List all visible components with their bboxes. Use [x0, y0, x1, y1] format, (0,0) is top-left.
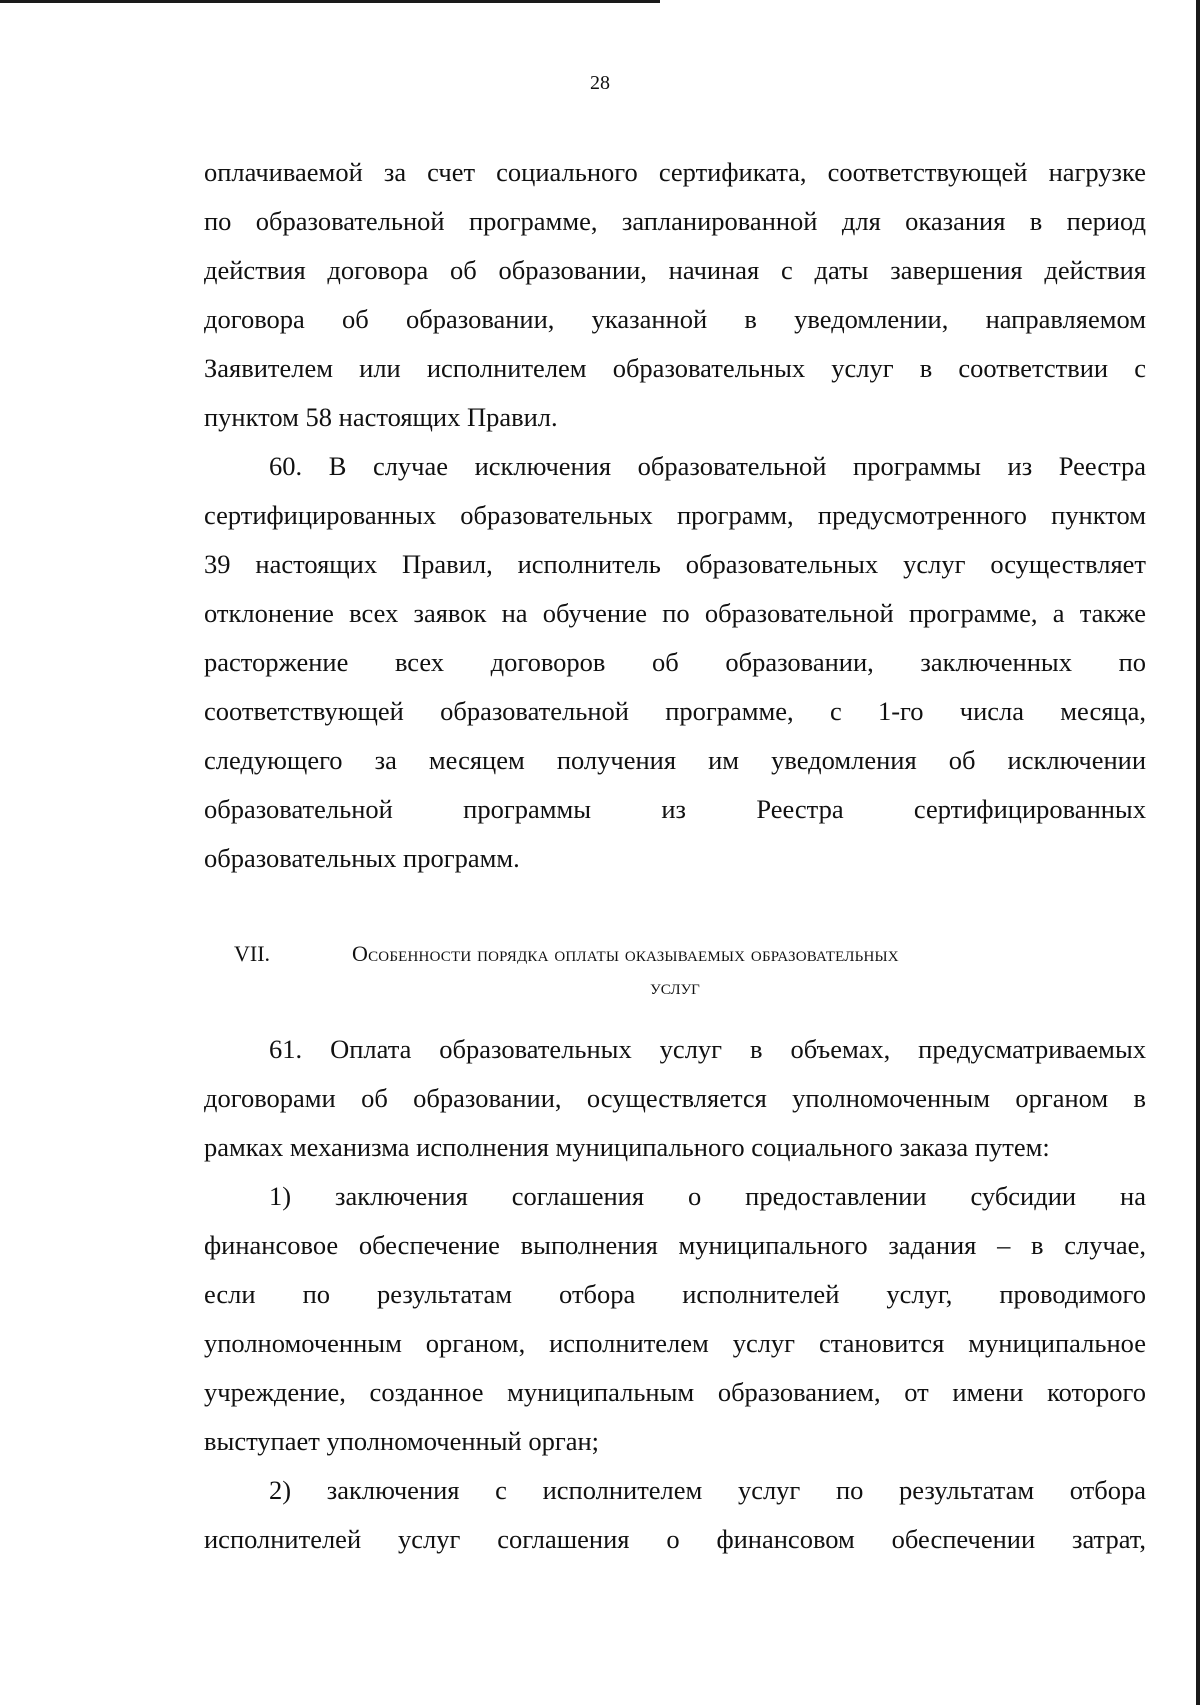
text-line: выступает уполномоченный орган;: [204, 1426, 600, 1456]
text-line: 39 настоящих Правил, исполнитель образовательных услуг осуществляет: [204, 549, 1146, 579]
text-line: образовательных программ.: [204, 843, 520, 873]
text-line: образовательной программы из Реестра сертифицированных: [204, 794, 1146, 824]
paragraph-61-start: 61. Оплата образовательных услуг в объемах, предусматриваемых: [269, 1034, 1146, 1064]
text-line: исполнителей услуг соглашения о финансовом обеспечении затрат,: [204, 1524, 1146, 1554]
page-number: 28: [590, 72, 610, 94]
text-line: уполномоченным органом, исполнителем услуг становится муниципальное: [204, 1328, 1146, 1358]
section-title-line-1: Особенности порядка оплаты оказываемых образовательных: [352, 941, 899, 966]
text-line: договорами об образовании, осуществляется уполномоченным органом в: [204, 1083, 1146, 1113]
paragraph-block-2: [204, 1025, 1146, 1564]
scan-edge-right: [1196, 0, 1200, 1705]
paragraph-block-1: [204, 148, 1146, 883]
text-line: следующего за месяцем получения им уведомления об исключении: [204, 745, 1146, 775]
paragraph-60-start: 60. В случае исключения образовательной программы из Реестра: [269, 451, 1146, 481]
text-line: отклонение всех заявок на обучение по образовательной программе, а также: [204, 598, 1146, 628]
text-line: по образовательной программе, запланированной для оказания в период: [204, 206, 1146, 236]
text-line: соответствующей образовательной программе, с 1-го числа месяца,: [204, 696, 1146, 726]
section-title-line-2: услуг: [650, 974, 700, 999]
text-line: действия договора об образовании, начиная с даты завершения действия: [204, 255, 1146, 285]
text-line: расторжение всех договоров об образовании, заключенных по: [204, 647, 1146, 677]
text-line: оплачиваемой за счет социального сертификата, соответствующей нагрузке: [204, 157, 1146, 187]
text-line: договора об образовании, указанной в уведомлении, направляемом: [204, 304, 1146, 334]
section-number: VII.: [234, 941, 271, 966]
list-item-2-start: 2) заключения с исполнителем услуг по результатам отбора: [269, 1475, 1146, 1505]
text-line: финансовое обеспечение выполнения муниципального задания – в случае,: [204, 1230, 1146, 1260]
text-line: сертифицированных образовательных программ, предусмотренного пунктом: [204, 500, 1146, 530]
text-line: пунктом 58 настоящих Правил.: [204, 402, 558, 432]
text-line: если по результатам отбора исполнителей услуг, проводимого: [204, 1279, 1146, 1309]
text-line: учреждение, созданное муниципальным образованием, от имени которого: [204, 1377, 1146, 1407]
scan-edge-top: [0, 0, 660, 3]
text-line: рамках механизма исполнения муниципального социального заказа путем:: [204, 1132, 1050, 1162]
list-item-1-start: 1) заключения соглашения о предоставлении субсидии на: [269, 1181, 1146, 1211]
text-line: Заявителем или исполнителем образовательных услуг в соответствии с: [204, 353, 1146, 383]
